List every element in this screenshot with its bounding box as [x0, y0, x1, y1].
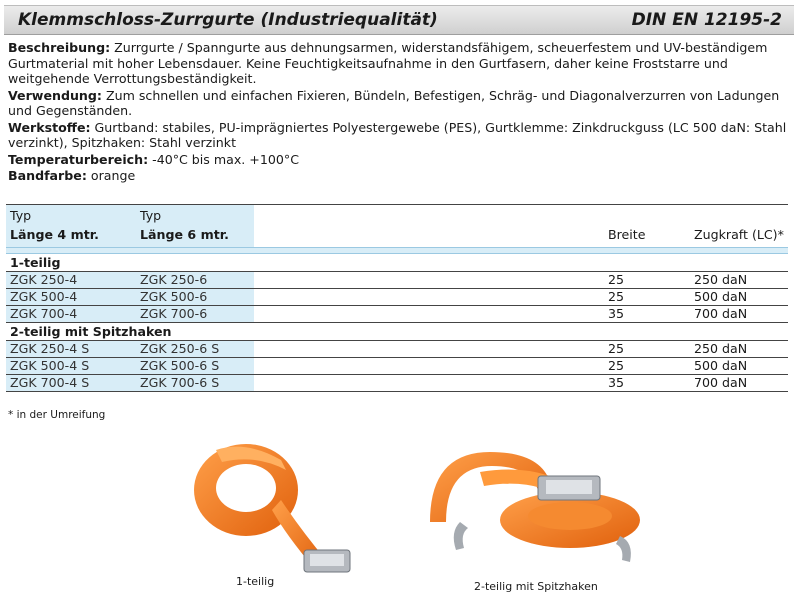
desc-temperatur: Temperaturbereich: -40°C bis max. +100°C — [8, 151, 299, 167]
header-typ-4: Typ — [10, 208, 32, 223]
header-laenge-4: Länge 4 mtr. — [10, 227, 99, 242]
desc-beschreibung: Beschreibung: Zurrgurte / Spanngurte aus dehnungsarmen, widerstandsfähigem, scheuerfestem und UV-beständigem Gurtmaterial mit hoher Lebensdauer. Keine Feuchtigkeitsaufnahme in den Gurtfasern, daher keine Froststarre und weitgehende Verrottungsbeständigkeit. — [8, 40, 768, 86]
table-row: ZGK 500-4 S ZGK 500-6 S 25 500 daN — [6, 358, 788, 375]
strap-1-teilig-image — [186, 430, 376, 578]
desc-bandfarbe: Bandfarbe: orange — [8, 168, 136, 183]
header-typ-6: Typ — [140, 208, 162, 223]
footnote: * in der Umreifung — [8, 409, 106, 421]
strap-2-teilig-image — [420, 432, 670, 578]
desc-werkstoffe: Werkstoffe: Gurtband: stabiles, PU-imprägniertes Polyestergewebe (PES), Gurtklemme: Zinkdruckguss (LC 500 daN: Stahl verzinkt), Spitzhaken: Stahl verzinkt — [8, 119, 787, 150]
caption-1-teilig: 1-teilig — [236, 575, 275, 588]
product-table — [6, 204, 788, 392]
caption-2-teilig: 2-teilig mit Spitzhaken — [474, 580, 598, 593]
page-title: Klemmschloss-Zurrgurte (Industriequalität) — [18, 10, 438, 30]
norm-label: DIN EN 12195-2 — [631, 10, 782, 30]
table-header — [6, 204, 788, 247]
table-row: ZGK 500-4 ZGK 500-6 25 500 daN — [6, 289, 788, 306]
group-title: 2-teilig mit Spitzhaken — [6, 323, 788, 341]
header-divider — [6, 247, 788, 254]
desc-verwendung: Verwendung: Zum schnellen und einfachen Fixieren, Bündeln, Befestigen, Schräg- und Diagonalverzurren von Ladungen und Gegenständen. — [8, 87, 780, 118]
table-row: ZGK 250-4 ZGK 250-6 25 250 daN — [6, 272, 788, 289]
table-row: ZGK 250-4 S ZGK 250-6 S 25 250 daN — [6, 341, 788, 358]
title-bar — [4, 5, 794, 35]
header-breite: Breite — [608, 227, 646, 242]
table-row: ZGK 700-4 S ZGK 700-6 S 35 700 daN — [6, 375, 788, 392]
group-title: 1-teilig — [6, 254, 788, 272]
header-laenge-6: Länge 6 mtr. — [140, 227, 229, 242]
header-zugkraft: Zugkraft (LC)* — [694, 227, 784, 242]
description — [8, 40, 794, 185]
table-row: ZGK 700-4 ZGK 700-6 35 700 daN — [6, 306, 788, 323]
